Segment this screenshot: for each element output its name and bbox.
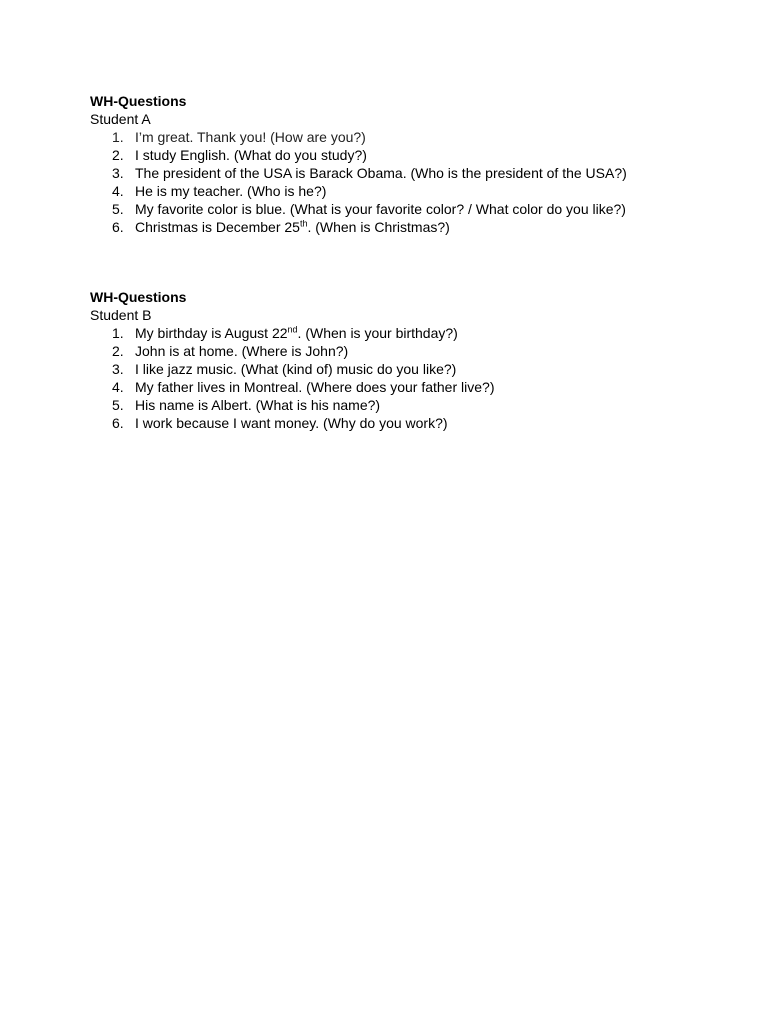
item-number: 1.: [112, 325, 124, 341]
item-number: 2.: [112, 147, 124, 163]
question-list: [90, 324, 730, 432]
item-text: I study English. (What do you study?): [135, 147, 367, 163]
item-text-after: . (When is your birthday?): [297, 325, 458, 341]
list-item: [90, 164, 730, 182]
section-student-b: [90, 289, 730, 432]
item-number: 4.: [112, 379, 124, 395]
item-text: I’m great. Thank you! (How are you?): [135, 129, 366, 145]
section-title: WH-Questions: [90, 93, 187, 109]
list-item: [90, 396, 730, 414]
item-text: The president of the USA is Barack Obama. (Who is the president of the USA?): [135, 165, 627, 181]
section-student-a: [90, 93, 730, 236]
item-number: 6.: [112, 219, 124, 235]
item-number: 3.: [112, 165, 124, 181]
item-text-before: Christmas is December 25: [135, 219, 300, 235]
item-number: 5.: [112, 397, 124, 413]
item-number: 5.: [112, 201, 124, 217]
list-item: [90, 128, 730, 146]
item-number: 2.: [112, 343, 124, 359]
list-item: [90, 146, 730, 164]
item-text: I like jazz music. (What (kind of) music do you like?): [135, 361, 457, 377]
item-text: He is my teacher. (Who is he?): [135, 183, 327, 199]
question-list: [90, 128, 730, 236]
ordinal-suffix: nd: [287, 324, 298, 335]
list-item: [90, 182, 730, 200]
ordinal-suffix: th: [299, 218, 308, 229]
item-text: My favorite color is blue. (What is your favorite color? / What color do you like?): [135, 201, 626, 217]
item-text: My father lives in Montreal. (Where does your father live?): [135, 379, 495, 395]
student-label: Student B: [90, 307, 152, 323]
item-number: 1.: [112, 129, 124, 145]
list-item: [90, 378, 730, 396]
item-number: 3.: [112, 361, 124, 377]
item-text-after: . (When is Christmas?): [307, 219, 450, 235]
student-label: Student A: [90, 111, 151, 127]
list-item: [90, 342, 730, 360]
item-text: His name is Albert. (What is his name?): [135, 397, 381, 413]
list-item: [90, 324, 730, 342]
item-text: [135, 218, 450, 236]
item-text: I work because I want money. (Why do you work?): [135, 415, 448, 431]
section-title: WH-Questions: [90, 289, 187, 305]
list-item: [90, 218, 730, 236]
item-number: 6.: [112, 415, 124, 431]
item-text-before: My birthday is August 22: [135, 325, 288, 341]
item-number: 4.: [112, 183, 124, 199]
item-text: [135, 324, 458, 342]
list-item: [90, 414, 730, 432]
list-item: [90, 360, 730, 378]
list-item: [90, 200, 730, 218]
item-text: John is at home. (Where is John?): [135, 343, 349, 359]
